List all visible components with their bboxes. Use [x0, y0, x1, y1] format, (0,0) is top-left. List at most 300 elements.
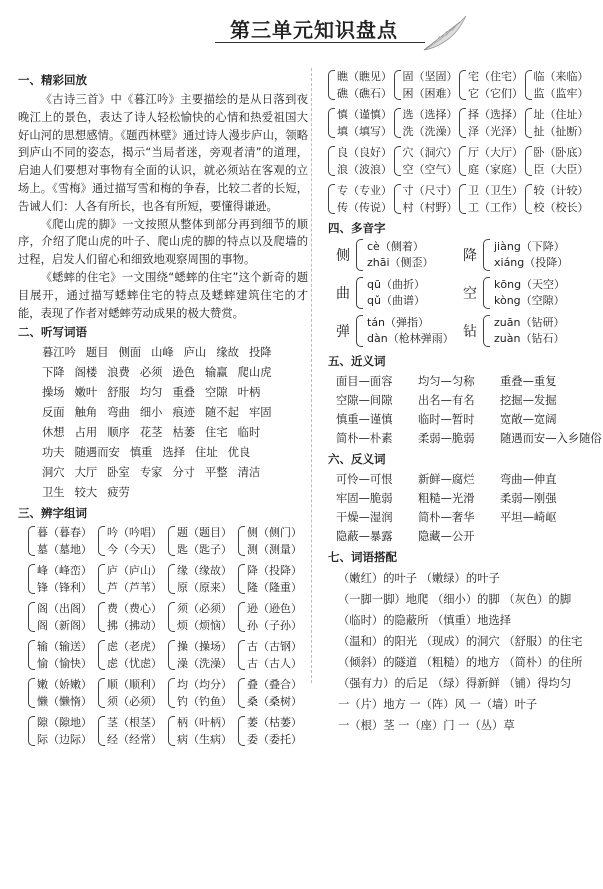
column-divider [311, 68, 312, 683]
word: 优良 [227, 446, 251, 460]
word: 题目 [85, 346, 109, 360]
char-word: 须（必须） [177, 602, 232, 616]
char-group [394, 144, 460, 178]
word-pair-row [336, 429, 602, 448]
brace-icon [238, 526, 245, 556]
brace-icon [238, 564, 245, 594]
char-word: 虑（老虎） [107, 640, 162, 654]
word-pair: 临时—暂时 [418, 413, 475, 426]
char-word: 缘（缘故） [177, 564, 232, 578]
char-word: 茎（根茎） [107, 716, 162, 730]
paragraph: 《古诗三首》中《暮江吟》主要描绘的是从日落到夜晚江上的景色，表达了诗人轻松愉快的心情和热爱祖国大好山河的思想感情。《题西林壁》通过诗人漫步庐山，领略到庐山不同的姿态，揭示“当局者迷，旁观者清”的道理，启迪人们要想对事物有全面的认识，就必须站在客观的立场上。《雪梅》通过描写雪和梅的争春，比较二者的长短，告诫人们：人各有所长，也各有所短，要懂得谦逊。 [18, 93, 308, 213]
brace-icon [168, 602, 175, 632]
char-pair [468, 106, 523, 140]
polyphone-char: 弹 [336, 324, 350, 340]
char-word: 峰（峰峦） [37, 564, 92, 578]
word: 叶柄 [237, 386, 261, 400]
char-pair [247, 562, 302, 596]
collocation-line: （倾斜）的隧道 （粗糙）的地方 （简朴）的住所 [338, 656, 583, 669]
word: 平整 [205, 466, 228, 480]
char-word: 礁（礁石） [337, 87, 392, 100]
word-pair: 慎重—谨慎 [336, 413, 393, 426]
word: 临时 [237, 426, 261, 440]
reading: zhāi（侧歪） [367, 256, 434, 269]
char-word: 锋（锋利） [37, 581, 92, 595]
word-pair-row [336, 527, 590, 546]
polyphone-char: 空 [463, 286, 477, 302]
word-pair: 隐蔽—暴露 [336, 530, 393, 543]
section-heading: 六、反义词 [328, 452, 386, 466]
word-pair: 均匀—匀称 [418, 375, 475, 388]
char-word: 操（操场） [177, 640, 232, 654]
char-pair [107, 638, 162, 672]
char-pair [37, 714, 92, 748]
polyphone-item [463, 315, 590, 347]
section-char-groups [18, 505, 308, 748]
char-word: 扯（扯断） [533, 125, 589, 138]
char-word: 逊（逊色） [247, 602, 302, 616]
char-pair [247, 524, 302, 558]
brace-icon [98, 602, 105, 632]
brace-icon [168, 526, 175, 556]
brace-icon [328, 146, 335, 176]
char-group [168, 600, 238, 634]
word: 选择 [162, 446, 186, 460]
word-pair: 粗糙—光滑 [418, 492, 475, 505]
word-pair: 重叠—重复 [500, 375, 557, 388]
char-group [238, 638, 308, 672]
word-pair: 宽敞—宽阔 [500, 413, 557, 426]
word: 空隙 [205, 386, 228, 400]
word-pair-row [336, 508, 590, 527]
brace-icon [98, 564, 105, 594]
char-word: 愉（愉快） [37, 657, 92, 671]
char-word: 卧（卧底） [533, 146, 589, 159]
char-group [525, 106, 591, 140]
char-pair [107, 714, 162, 748]
char-word: 叠（叠合） [247, 678, 302, 692]
polyphone-readings [494, 315, 564, 347]
reading: zuàn（钻石） [494, 332, 565, 345]
char-word: 校（校长） [533, 201, 589, 214]
char-pair [534, 68, 589, 102]
polyphone-char: 降 [463, 248, 477, 264]
brace-icon [28, 564, 35, 594]
char-group [328, 106, 394, 140]
left-column [18, 70, 308, 751]
word-row [18, 463, 308, 483]
char-pair [403, 106, 458, 140]
word-pair: 空隙—间隙 [336, 394, 393, 407]
brace-icon [394, 108, 401, 138]
brace-icon [525, 184, 532, 214]
brace-icon [28, 678, 35, 708]
char-group [168, 638, 238, 672]
char-word: 柄（叶柄） [177, 716, 232, 730]
char-word: 懒（懒惰） [37, 695, 92, 709]
section-heading: 一、精彩回放 [18, 73, 87, 87]
brace-icon [356, 239, 363, 271]
word-pair: 随遇而安—入乡随俗 [500, 432, 602, 445]
reading: qǔ（曲谱） [367, 294, 425, 307]
char-group [168, 562, 238, 596]
char-pair [107, 524, 162, 558]
char-group [98, 600, 168, 634]
brace-icon [98, 526, 105, 556]
char-pair [403, 182, 458, 216]
word: 牢固 [248, 406, 272, 420]
char-pair [247, 676, 302, 710]
word-pair: 简朴—朴素 [336, 432, 393, 445]
brace-icon [459, 146, 466, 176]
word-pair: 柔弱—脆弱 [418, 432, 475, 445]
char-word: 址（住址） [533, 108, 589, 121]
char-group [459, 68, 525, 102]
char-group [328, 144, 394, 178]
char-word: 村（村野） [402, 201, 458, 214]
word: 卫生 [42, 486, 65, 500]
char-word: 择（选择） [468, 108, 523, 121]
char-word: 降（投降） [247, 564, 302, 578]
char-group [328, 182, 394, 216]
char-pair [247, 638, 302, 672]
word: 顺序 [107, 426, 130, 440]
section-synonyms [328, 353, 602, 448]
polyphone-readings [367, 239, 434, 271]
title-underline [215, 42, 425, 43]
brace-icon [525, 146, 532, 176]
word: 洞穴 [42, 466, 65, 480]
char-pair [534, 106, 589, 140]
word-pair-row [336, 470, 590, 489]
polyphone-item [336, 315, 463, 347]
char-word: 输（输送） [37, 640, 92, 654]
brace-icon [168, 640, 175, 670]
brace-icon [238, 602, 245, 632]
char-pair [337, 106, 392, 140]
reading: qū（曲折） [367, 278, 425, 291]
char-pair [534, 182, 589, 216]
brace-icon [328, 70, 335, 100]
polyphone-item [463, 277, 590, 309]
char-word: 隙（隙地） [37, 716, 92, 730]
word: 山峰 [151, 346, 174, 360]
collocation-line: （强有力）的后足 （绿）得新鲜 （铺）得均匀 [338, 677, 572, 690]
section-heading: 四、多音字 [328, 221, 386, 235]
polyphone-item [336, 239, 463, 271]
char-group [238, 714, 308, 748]
char-group [394, 106, 460, 140]
char-group [394, 68, 460, 102]
word-row [18, 483, 308, 503]
word-pair: 出名—有名 [418, 394, 475, 407]
char-word: 洗（洗澡） [402, 125, 458, 138]
char-word: 委（委托） [247, 733, 302, 747]
char-word: 传（传说） [337, 201, 392, 214]
collocation-line: 一（根）茎 一（座）门 一（丛）草 [338, 719, 515, 732]
char-word: 匙（匙子） [177, 543, 232, 557]
collocation-line: （嫩红）的叶子 （嫩绿）的叶子 [338, 572, 500, 585]
char-word: 困（困难） [402, 87, 458, 100]
char-word: 临（来临） [533, 70, 589, 83]
polyphone-grid [336, 239, 590, 347]
word: 投降 [248, 346, 272, 360]
reading: jiàng（下降） [494, 240, 565, 253]
brace-icon [328, 108, 335, 138]
word: 下降 [42, 366, 65, 380]
word-list [18, 343, 308, 503]
char-group-grid [328, 68, 590, 216]
char-group [168, 676, 238, 710]
char-word: 填（填写） [337, 125, 392, 138]
synonym-list [336, 372, 602, 448]
word-row [18, 383, 308, 403]
char-word: 厅（大厅） [468, 146, 523, 159]
char-group [238, 676, 308, 710]
char-pair [177, 714, 232, 748]
page-header [0, 14, 603, 50]
char-group [28, 676, 98, 710]
char-word: 阁（新阁） [37, 619, 92, 633]
brace-icon [238, 716, 245, 746]
char-word: 际（边际） [37, 733, 92, 747]
collocation-list [338, 568, 590, 736]
char-pair [534, 144, 589, 178]
word: 暮江吟 [42, 346, 76, 360]
reading: kōng（天空） [494, 278, 566, 291]
word: 重叠 [172, 386, 196, 400]
char-word: 澡（洗澡） [177, 657, 232, 671]
reading: zuān（钻研） [494, 316, 565, 329]
reading: tán（弹指） [367, 316, 430, 329]
char-word: 较（计较） [533, 184, 589, 197]
char-pair [337, 68, 392, 102]
word-row [18, 343, 308, 363]
word-pair: 干燥—湿润 [336, 511, 393, 524]
page-title: 第三单元知识盘点 [230, 18, 398, 42]
char-pair [37, 638, 92, 672]
char-pair [468, 144, 523, 178]
char-group [394, 182, 460, 216]
word: 休想 [42, 426, 65, 440]
char-pair [177, 562, 232, 596]
word-pair: 柔弱—刚强 [500, 492, 557, 505]
char-word: 宅（住宅） [468, 70, 523, 83]
section-heading: 二、听写词语 [18, 325, 87, 340]
brace-icon [394, 70, 401, 100]
word-pair-row [336, 391, 590, 410]
word-pair-row [336, 372, 590, 391]
char-word: 庭（家庭） [468, 163, 523, 176]
char-word: 工（工作） [468, 201, 523, 214]
char-word: 固（坚固） [402, 70, 458, 83]
char-word: 测（测量） [247, 543, 302, 557]
char-pair [107, 600, 162, 634]
brace-icon [98, 640, 105, 670]
word-pair: 简朴—奢华 [418, 511, 475, 524]
char-pair [468, 182, 523, 216]
char-group [459, 182, 525, 216]
char-word: 题（题目） [177, 526, 232, 540]
section-dictation [18, 324, 308, 503]
char-word: 臣（大臣） [533, 163, 589, 176]
brace-icon [28, 640, 35, 670]
char-word: 吟（吟唱） [107, 526, 162, 540]
word-row [18, 403, 308, 423]
char-word: 孙（子孙） [247, 619, 302, 633]
polyphone-char: 钻 [463, 324, 477, 340]
brace-icon [168, 678, 175, 708]
brace-icon [238, 640, 245, 670]
char-group [525, 144, 591, 178]
char-group [28, 562, 98, 596]
char-word: 芦（芦苇） [107, 581, 162, 595]
char-pair [177, 600, 232, 634]
word: 输赢 [205, 366, 228, 380]
word-pair: 可怜—可恨 [336, 473, 393, 486]
char-group [98, 676, 168, 710]
word: 功夫 [42, 446, 65, 460]
word: 细小 [139, 406, 163, 420]
brace-icon [356, 315, 363, 347]
word-row [18, 423, 308, 443]
char-word: 墓（墓地） [37, 543, 92, 557]
char-word: 阁（出阁） [37, 602, 92, 616]
collocation-line: （临时）的隐蔽所 （慎重）地选择 [338, 614, 512, 627]
char-pair [337, 182, 392, 216]
word: 操场 [42, 386, 65, 400]
brace-icon [459, 184, 466, 214]
brace-icon [168, 716, 175, 746]
char-word: 古（古人） [247, 657, 302, 671]
char-pair [403, 68, 458, 102]
word: 慎重 [129, 446, 153, 460]
word: 分寸 [172, 466, 196, 480]
brace-icon [394, 146, 401, 176]
brace-icon [483, 315, 490, 347]
word: 弯曲 [107, 406, 130, 420]
brace-icon [459, 108, 466, 138]
char-word: 均（均分） [177, 678, 232, 692]
char-pair [177, 638, 232, 672]
char-pair [403, 144, 458, 178]
reading: dàn（枪林弹雨） [367, 332, 454, 345]
char-pair [177, 676, 232, 710]
word: 逊色 [172, 366, 196, 380]
word-pair: 面目—面容 [336, 375, 393, 388]
char-group [98, 524, 168, 558]
char-word: 庐（庐山） [107, 564, 162, 578]
word: 疲劳 [107, 486, 130, 500]
char-group [28, 524, 98, 558]
word-row [18, 363, 308, 383]
word: 嫩叶 [74, 386, 98, 400]
char-word: 瞧（瞧见） [337, 70, 392, 83]
word-pair-row [336, 489, 590, 508]
section-heading: 五、近义词 [328, 354, 386, 368]
char-group [238, 524, 308, 558]
char-word: 卫（卫生） [468, 184, 523, 197]
char-pair [177, 524, 232, 558]
section-polyphones [328, 220, 590, 347]
brace-icon [328, 184, 335, 214]
char-pair [107, 676, 162, 710]
paragraph: 《爬山虎的脚》一文按照从整体到部分再到细节的顺序，介绍了爬山虎的叶子、爬山虎的脚的特点以及爬墙的过程，启发人们留心和细致地观察周围的事物。 [18, 217, 308, 267]
feather-icon [420, 14, 470, 54]
char-group [328, 68, 394, 102]
brace-icon [394, 184, 401, 214]
char-word: 良（良好） [337, 146, 392, 159]
section-heading: 七、词语搭配 [328, 550, 397, 564]
word-pair: 牢固—脆弱 [336, 492, 393, 505]
char-word: 泽（光泽） [468, 125, 523, 138]
polyphone-readings [367, 315, 454, 347]
char-word: 嫩（娇嫩） [37, 678, 92, 692]
char-word: 虑（忧虑） [107, 657, 162, 671]
char-pair [37, 524, 92, 558]
word: 住址 [195, 446, 218, 460]
collocation-line: 一（片）地方 一（阵）风 一（墙）叶子 [338, 698, 538, 711]
right-column [328, 68, 602, 736]
word: 触角 [74, 406, 98, 420]
word: 缘故 [216, 346, 239, 360]
word: 侧面 [118, 346, 142, 360]
char-word: 寸（尺寸） [402, 184, 458, 197]
polyphone-char: 侧 [336, 248, 350, 264]
word-pair: 平坦—崎岖 [500, 511, 557, 524]
word-pair: 挖掘—发掘 [500, 394, 557, 407]
char-group [98, 714, 168, 748]
char-word: 经（经常） [107, 733, 162, 747]
char-group-grid [28, 524, 308, 748]
antonym-list [336, 470, 590, 546]
char-group [28, 714, 98, 748]
word: 爬山虎 [237, 366, 272, 380]
reading: xiáng（投降） [494, 256, 569, 269]
brace-icon [483, 277, 490, 309]
reading: kòng（空隙） [494, 294, 565, 307]
brace-icon [28, 602, 35, 632]
brace-icon [459, 70, 466, 100]
brace-icon [525, 70, 532, 100]
char-group [98, 638, 168, 672]
char-word: 原（原来） [177, 581, 232, 595]
collocation-line: （温和）的阳光 （现成）的洞穴 （舒服）的住宅 [338, 635, 583, 648]
char-pair [37, 676, 92, 710]
char-word: 顺（顺利） [107, 678, 162, 692]
char-word: 拂（拂动） [107, 619, 162, 633]
brace-icon [168, 564, 175, 594]
char-group [459, 106, 525, 140]
char-word: 暮（暮春） [37, 526, 92, 540]
section-review [18, 72, 308, 322]
word-pair: 新鲜—腐烂 [418, 473, 475, 486]
word-pair: 隐藏—公开 [418, 530, 475, 543]
char-word: 萎（枯萎） [247, 716, 302, 730]
char-word: 监（监牢） [533, 87, 589, 100]
section-heading: 三、辨字组词 [18, 506, 87, 521]
char-group [28, 638, 98, 672]
char-pair [337, 144, 392, 178]
word-pair-row [336, 410, 590, 429]
word: 痕迹 [172, 406, 196, 420]
char-group [525, 68, 591, 102]
brace-icon [483, 239, 490, 271]
char-pair [37, 562, 92, 596]
word: 枯萎 [172, 426, 196, 440]
section-collocations [328, 549, 590, 736]
word: 清洁 [237, 466, 261, 480]
